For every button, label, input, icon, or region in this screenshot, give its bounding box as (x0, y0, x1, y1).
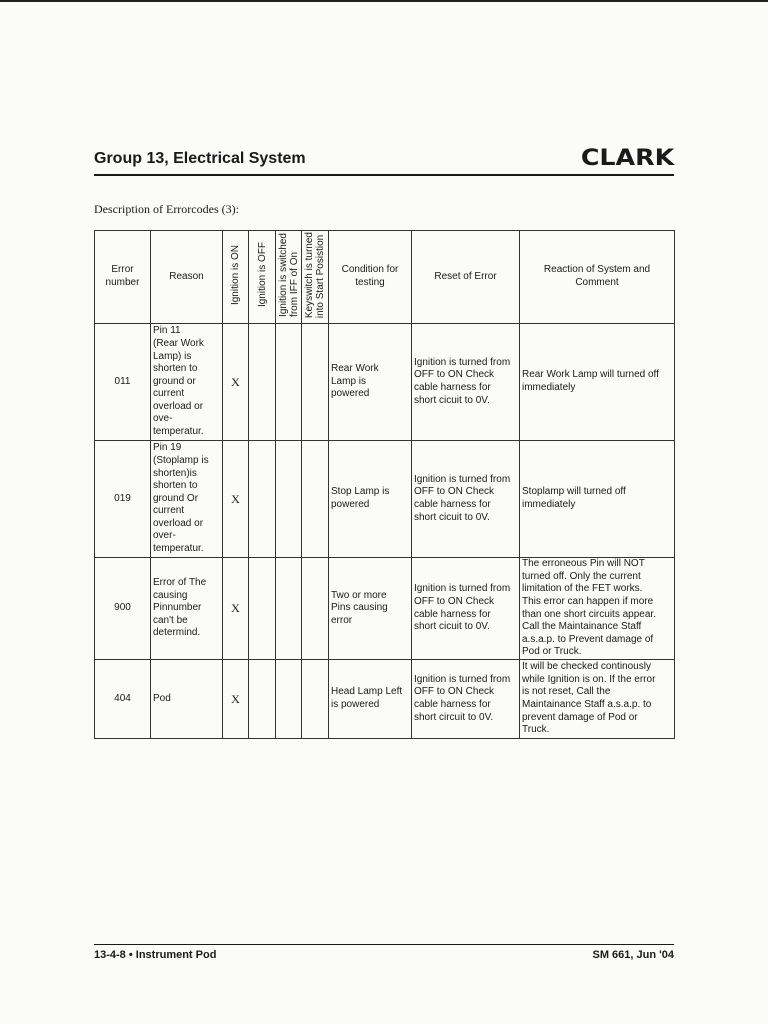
cell-error-number (95, 558, 151, 660)
error-code-table (94, 230, 675, 739)
cell-ignition-on (223, 324, 249, 441)
cell-reason (151, 558, 223, 660)
cell-reset (412, 660, 520, 739)
cell-ignition-switched (276, 441, 302, 558)
cell-error-number-text: 404 (114, 692, 131, 704)
cell-reaction-text: It will be checked continously while Ignition is on. If the error is not reset, Call the Maintainance Staff a.s.a.p. to prevent damage of Pod or Truck. (522, 661, 656, 736)
cell-keyswitch-start (302, 324, 329, 441)
cell-error-number-text: 019 (114, 492, 131, 504)
header-keyswitch-start: Keyswitch is turned into Start Posistion (302, 231, 329, 324)
cell-reaction (520, 558, 675, 660)
clark-logo: CLARK (580, 146, 674, 171)
cell-reset-text: Ignition is turned from OFF to ON Check cable harness for short circuit to 0V. (414, 673, 511, 723)
top-edge-rule (0, 0, 768, 2)
cell-ignition-on-text: X (231, 491, 240, 506)
cell-reaction (520, 441, 675, 558)
cell-ignition-on-text: X (231, 374, 240, 389)
header-ignition-switched: Ignition is switched from IFF of On (276, 231, 302, 324)
cell-reaction-text: The erroneous Pin will NOT turned off. Only the current limitation of the FET works. This error can happen if more than one short circuits appear. Call the Maintainance Staff a.s.a.p. to Prevent damage of Pod or Truck. (522, 558, 656, 658)
cell-reason-text: Pin 11 (Rear Work Lamp) is shorten to ground or current overload or ove- temperatur. (153, 325, 204, 438)
cell-condition (329, 324, 412, 441)
header-reaction: Reaction of System and Comment (520, 231, 675, 324)
cell-reason (151, 441, 223, 558)
cell-ignition-on (223, 660, 249, 739)
footer-section-label: 13-4-8 • Instrument Pod (94, 949, 217, 961)
cell-ignition-on-text: X (231, 601, 240, 616)
cell-condition (329, 660, 412, 739)
cell-ignition-switched (276, 324, 302, 441)
cell-condition-text: Two or more Pins causing error (331, 589, 388, 626)
cell-reason-text: Error of The causing Pinnumber can't be determind. (153, 577, 207, 639)
cell-ignition-on-text: X (231, 691, 240, 706)
cell-ignition-off (249, 324, 276, 441)
cell-ignition-switched (276, 660, 302, 739)
cell-condition-text: Stop Lamp is powered (331, 486, 390, 510)
header-error-number: Error number (95, 231, 151, 324)
table-row (95, 558, 675, 660)
cell-ignition-off (249, 441, 276, 558)
cell-condition-text: Rear Work Lamp is powered (331, 363, 379, 400)
cell-reset-text: Ignition is turned from OFF to ON Check cable harness for short cicuit to 0V. (414, 473, 511, 523)
cell-reason-text: Pin 19 (Stoplamp is shorten)is shorten to ground Or current overload or over- temperatur. (153, 442, 209, 555)
cell-ignition-switched (276, 558, 302, 660)
table-row (95, 324, 675, 441)
page-header (94, 146, 674, 176)
cell-reset (412, 324, 520, 441)
cell-ignition-off (249, 558, 276, 660)
table-row (95, 441, 675, 558)
table-header-row (95, 231, 675, 324)
cell-reset (412, 441, 520, 558)
footer-manual-id: SM 661, Jun '04 (592, 949, 674, 961)
cell-reset-text: Ignition is turned from OFF to ON Check cable harness for short cicuit to 0V. (414, 583, 511, 633)
cell-keyswitch-start (302, 441, 329, 558)
cell-ignition-on (223, 441, 249, 558)
cell-reason-text: Pod (153, 692, 171, 704)
cell-keyswitch-start (302, 558, 329, 660)
cell-ignition-on (223, 558, 249, 660)
cell-keyswitch-start (302, 660, 329, 739)
cell-error-number-text: 011 (114, 375, 131, 387)
header-ignition-on: Ignition is ON (223, 231, 249, 324)
page-footer (94, 944, 674, 965)
cell-reason (151, 324, 223, 441)
cell-error-number (95, 441, 151, 558)
cell-reset-text: Ignition is turned from OFF to ON Check cable harness for short cicuit to 0V. (414, 356, 511, 406)
cell-reason (151, 660, 223, 739)
cell-error-number-text: 900 (114, 602, 131, 614)
cell-condition (329, 441, 412, 558)
cell-reset (412, 558, 520, 660)
cell-error-number (95, 324, 151, 441)
header-condition: Condition for testing (329, 231, 412, 324)
cell-error-number (95, 660, 151, 739)
table-row (95, 660, 675, 739)
header-ignition-off: Ignition is OFF (249, 231, 276, 324)
cell-condition-text: Head Lamp Left is powered (331, 686, 403, 710)
cell-reaction-text: Rear Work Lamp will turned off immediately (522, 369, 659, 393)
cell-reaction (520, 660, 675, 739)
cell-reaction-text: Stoplamp will turned off immediately (522, 486, 626, 510)
cell-condition (329, 558, 412, 660)
page-title: Group 13, Electrical System (94, 150, 306, 167)
header-reason: Reason (151, 231, 223, 324)
section-intro: Description of Errorcodes (3): (94, 202, 239, 216)
cell-reaction (520, 324, 675, 441)
header-reset: Reset of Error (412, 231, 520, 324)
cell-ignition-off (249, 660, 276, 739)
